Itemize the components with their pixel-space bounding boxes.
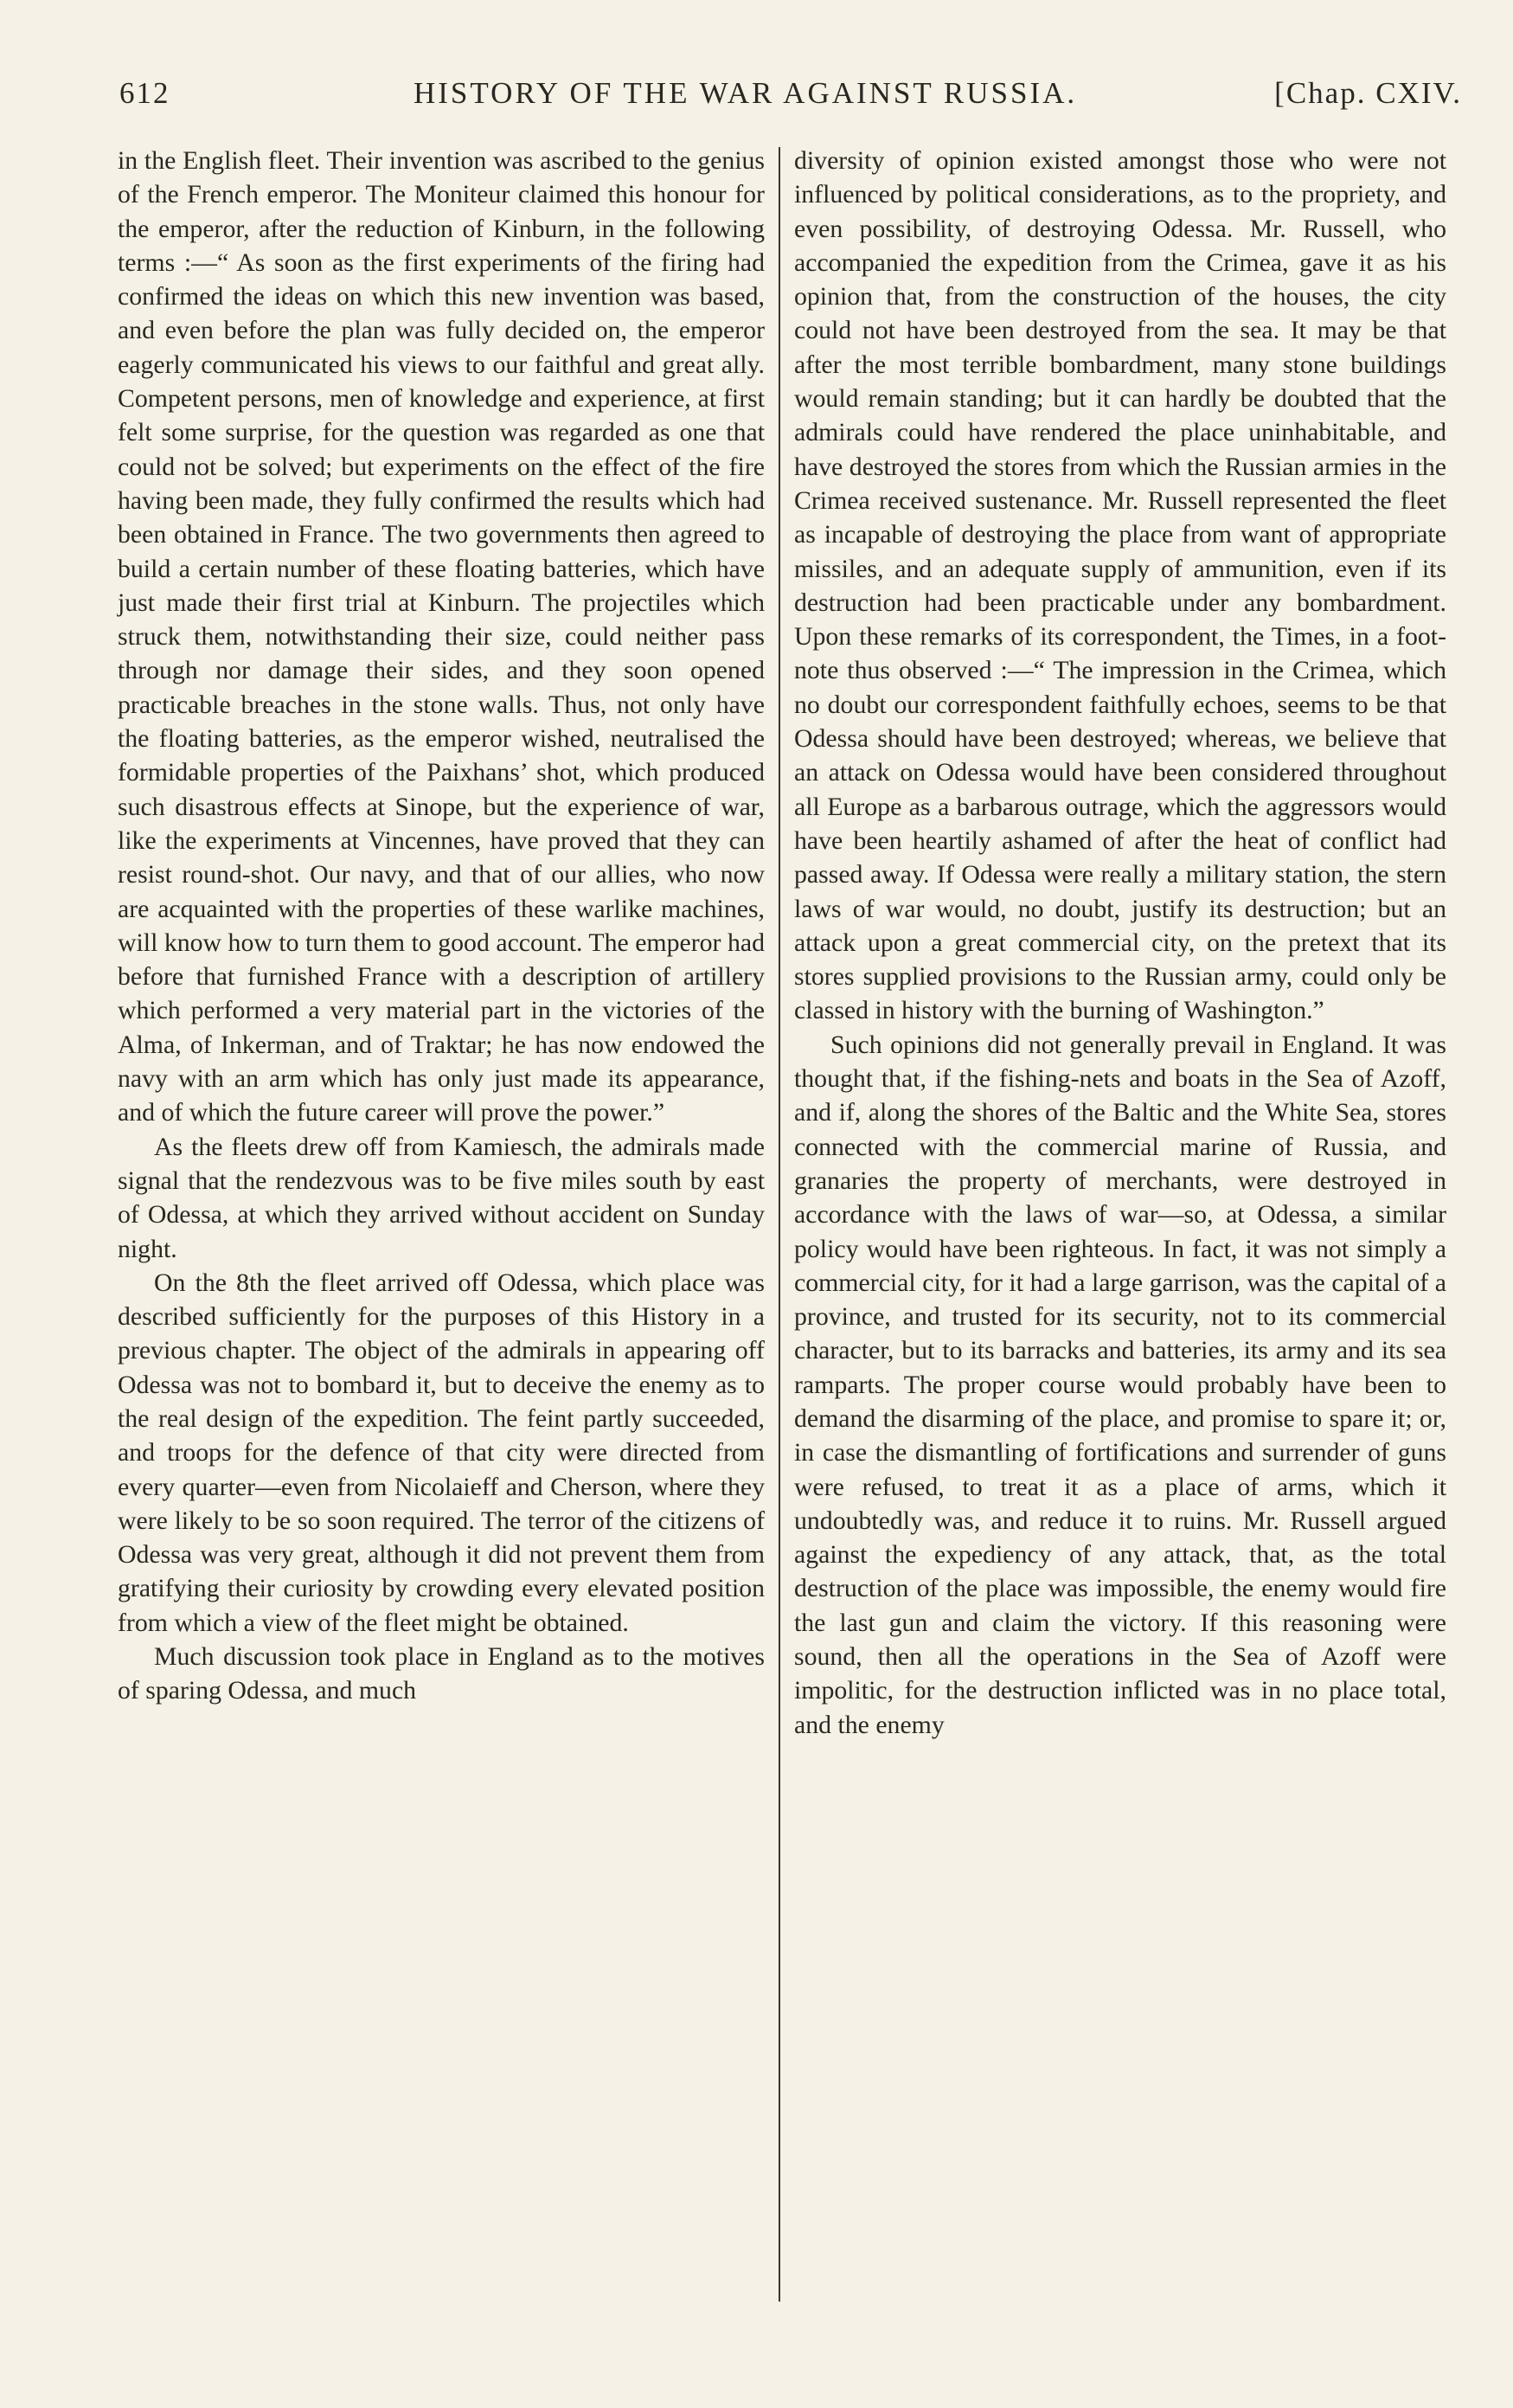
- column-divider: [779, 147, 780, 2302]
- paragraph: As the fleets drew off from Kamiesch, the admirals made signal that the rendezvous was to be five miles south by east of Odessa, at which they arrived without accident on Sunday night.: [118, 1132, 765, 1263]
- running-title: HISTORY OF THE WAR AGAINST RUSSIA.: [414, 76, 1078, 110]
- left-column: [118, 144, 765, 1708]
- paragraph: in the English fleet. Their invention was ascribed to the genius of the French emperor. The Moniteur claimed this honour for the emperor, after the reduction of Kinburn, in the following terms :—“ As soon as the first experiments of the firing had confirmed the ideas on which this new invention was based, and even before the plan was fully decided on, the emperor eagerly communicated his views to our faithful and great ally. Competent persons, men of knowledge and experience, at first felt some surprise, for the question was regarded as one that could not be solved; but experiments on the effect of the fire having been made, they fully confirmed the results which had been obtained in France. The two governments then agreed to build a certain number of these floating batteries, which have just made their first trial at Kinburn. The projectiles which struck them, notwithstanding their size, could neither pass through nor damage their sides, and they soon opened practicable breaches in the stone walls. Thus, not only have the floating batteries, as the emperor wished, neutralised the formidable properties of the Paixhans’ shot, which produced such disastrous effects at Sinope, but the experience of war, like the experiments at Vincennes, have proved that they can resist round-shot. Our navy, and that of our allies, who now are acquainted with the properties of these warlike machines, will know how to turn them to good account. The emperor had before that furnished France with a description of artillery which performed a very material part in the victories of the Alma, of Inkerman, and of Traktar; he has now endowed the navy with an arm which has only just made its appearance, and of which the future career will prove the power.”: [118, 146, 765, 1127]
- paragraph: Such opinions did not generally prevail in England. It was thought that, if the fishing-nets and boats in the Sea of Azoff, and if, along the shores of the Baltic and the White Sea, stores connected with the commercial marine of Russia, and granaries the property of merchants, were destroyed in accordance with the laws of war—so, at Odessa, a similar policy would have been righteous. In fact, it was not simply a commercial city, for it had a large garrison, was the capital of a province, and trusted for its security, not to its commercial character, but to its barracks and batteries, its army and its sea ramparts. The proper course would probably have been to demand the disarming of the place, and promise to spare it; or, in case the dismantling of fortifications and surrender of guns were refused, to treat it as a place of arms, which it undoubtedly was, and reduce it to ruins. Mr. Russell argued against the expediency of any attack, that, as the total destruction of the place was impossible, the enemy would fire the last gun and claim the victory. If this reasoning were sound, then all the operations in the Sea of Azoff were impolitic, for the destruction inflicted was in no place total, and the enemy: [794, 1030, 1446, 1739]
- paragraph: Much discussion took place in England as to the motives of sparing Odessa, and much: [118, 1642, 765, 1705]
- page-header: [112, 76, 1462, 119]
- paragraph: On the 8th the fleet arrived off Odessa, which place was described sufficiently for the purposes of this History in a previous chapter. The object of the admirals in appearing off Odessa was not to bombard it, but to deceive the enemy as to the real design of the expedition. The feint partly succeeded, and troops for the defence of that city were directed from every quarter—even from Nicolaieff and Cherson, where they were likely to be so soon required. The terror of the citizens of Odessa was very great, although it did not prevent them from gratifying their curiosity by crowding every elevated position from which a view of the fleet might be obtained.: [118, 1268, 765, 1637]
- page-number: 612: [119, 76, 170, 110]
- paragraph: diversity of opinion existed amongst those who were not influenced by political considerations, as to the propriety, and even possibility, of destroying Odessa. Mr. Russell, who accompanied the expedition from the Crimea, gave it as his opinion that, from the construction of the houses, the city could not have been destroyed from the sea. It may be that after the most terrible bombardment, many stone buildings would remain standing; but it can hardly be doubted that the admirals could have rendered the place uninhabitable, and have destroyed the stores from which the Russian armies in the Crimea received sustenance. Mr. Russell represented the fleet as incapable of destroying the place from want of appropriate missiles, and an adequate supply of ammunition, even if its destruction had been practicable under any bombardment. Upon these remarks of its correspondent, the Times, in a foot-note thus observed :—“ The impression in the Crimea, which no doubt our correspondent faithfully echoes, seems to be that Odessa should have been destroyed; whereas, we believe that an attack on Odessa would have been considered throughout all Europe as a barbarous outrage, which the aggressors would have been heartily ashamed of after the heat of conflict had passed away. If Odessa were really a military station, the stern laws of war would, no doubt, justify its destruction; but an attack upon a great commercial city, on the pretext that its stores supplied provisions to the Russian army, could only be classed in history with the burning of Washington.”: [794, 146, 1446, 1025]
- chapter-label: [Chap. CXIV.: [1274, 76, 1462, 110]
- right-column: [794, 144, 1446, 1742]
